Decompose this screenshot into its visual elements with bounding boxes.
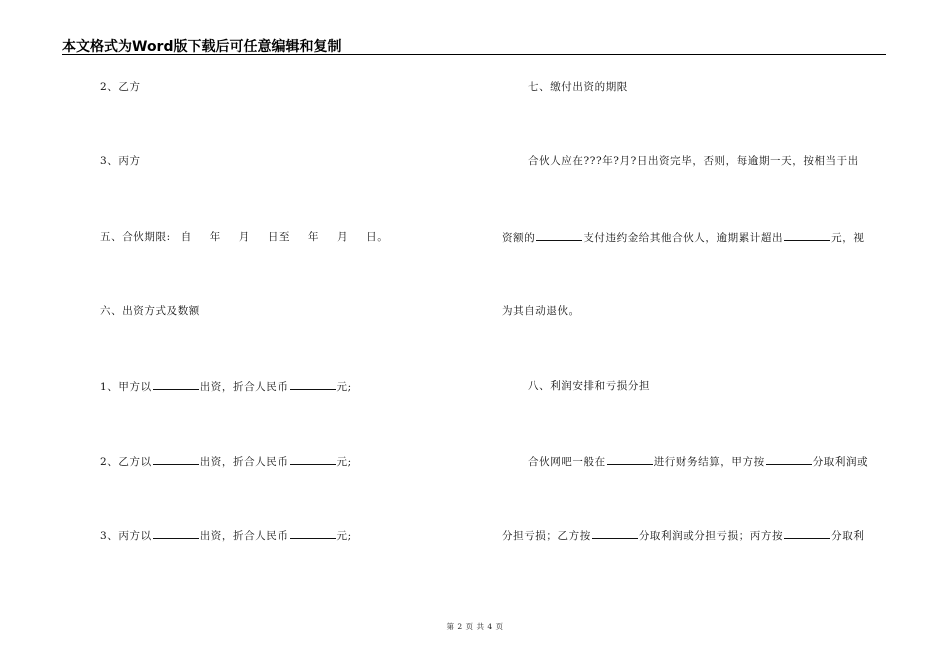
blank-line [153, 528, 199, 539]
party-b-line: 2、乙方 [100, 81, 141, 93]
term-year-2: 年 [308, 231, 320, 243]
term-year-1: 年 [209, 231, 221, 243]
section-5-partnership-term [100, 230, 388, 244]
contribution-a-prefix: 1、甲方以 [100, 381, 152, 393]
para8-line1-prefix: 合伙网吧一般在 [528, 456, 606, 468]
section-5-label: 五、合伙期限: [100, 231, 171, 243]
section-8-heading: 八、利润安排和亏损分担 [528, 380, 651, 392]
page-number-footer: 第 2 页 共 4 页 [446, 622, 504, 631]
contribution-c-mid: 出资，折合人民币 [199, 530, 289, 542]
contribution-b-suffix: 元; [336, 456, 352, 468]
blank-line [290, 528, 336, 539]
term-month-2: 月 [337, 231, 349, 243]
para7-line2-mid: 支付违约金给其他合伙人，逾期累计超出 [583, 232, 784, 244]
blank-line [536, 230, 582, 241]
blank-line [153, 454, 199, 465]
term-month-1: 月 [238, 231, 250, 243]
section-8-paragraph-line-1 [528, 454, 868, 469]
contribution-party-c [100, 528, 352, 543]
section-7-heading: 七、缴付出资的期限 [528, 81, 628, 93]
section-8-paragraph-line-2 [502, 528, 864, 543]
blank-line [766, 454, 812, 465]
contribution-c-prefix: 3、丙方以 [100, 530, 152, 542]
blank-line [290, 454, 336, 465]
header-divider [62, 54, 886, 55]
contribution-b-prefix: 2、乙方以 [100, 456, 152, 468]
blank-line [784, 528, 830, 539]
blank-line [592, 528, 638, 539]
para8-line1-mid: 进行财务结算，甲方按 [653, 456, 765, 468]
blank-line [153, 379, 199, 390]
contribution-party-b [100, 454, 352, 469]
blank-line [607, 454, 653, 465]
contribution-a-suffix: 元; [336, 381, 352, 393]
section-6-heading: 六、出资方式及数额 [100, 305, 200, 317]
para7-line2-suffix: 元，视 [831, 232, 865, 244]
contribution-c-suffix: 元; [336, 530, 352, 542]
section-7-paragraph-line-2 [502, 230, 864, 245]
contribution-b-mid: 出资，折合人民币 [199, 456, 289, 468]
contribution-a-mid: 出资，折合人民币 [199, 381, 289, 393]
section-7-paragraph-line-3: 为其自动退伙。 [502, 305, 580, 317]
para8-line2-prefix: 分担亏损；乙方按 [502, 530, 591, 542]
section-7-paragraph-line-1: 合伙人应在???年?月?日出资完毕，否则，每逾期一天，按相当于出 [528, 155, 859, 167]
para7-line2-prefix: 资额的 [502, 232, 536, 244]
page-header-title: 本文格式为Word版下载后可任意编辑和复制 [62, 39, 342, 55]
blank-line [290, 379, 336, 390]
blank-line [784, 230, 830, 241]
para8-line2-mid: 分取利润或分担亏损；丙方按 [638, 530, 784, 542]
para8-line2-suffix: 分取利 [831, 530, 865, 542]
term-day-2: 日。 [366, 231, 389, 243]
contribution-party-a [100, 379, 352, 394]
term-day-1: 日至 [267, 231, 291, 243]
term-from: 自 [180, 231, 192, 243]
para8-line1-suffix: 分取利润或 [812, 456, 869, 468]
party-c-line: 3、丙方 [100, 155, 141, 167]
